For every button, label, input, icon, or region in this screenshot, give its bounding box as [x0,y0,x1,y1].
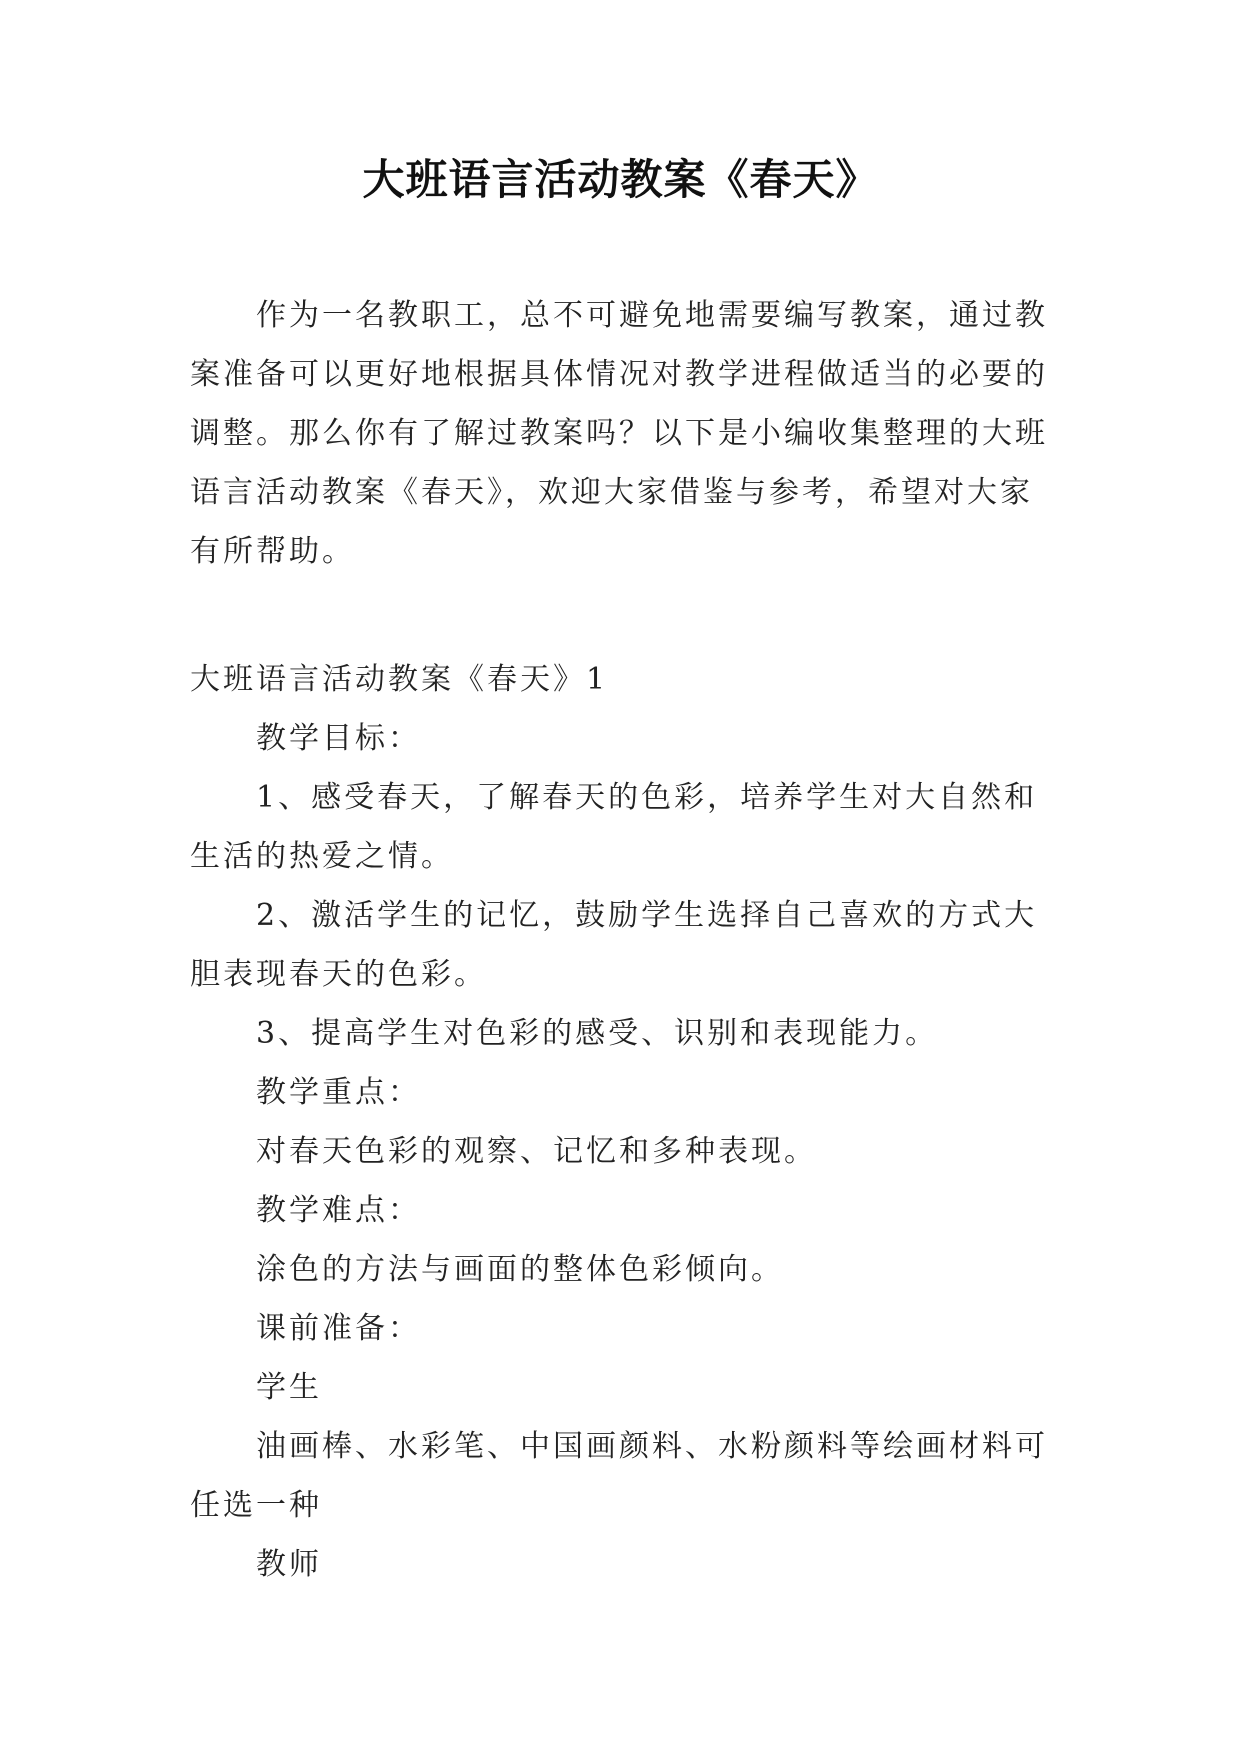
key-point-text: 对春天色彩的观察、记忆和多种表现。 [256,1134,817,1169]
student-materials: 油画棒、水彩笔、中国画颜料、水粉颜料等绘画材料可任选一种 [190,1429,1048,1523]
goal-item-2: 2、激活学生的记忆，鼓励学生选择自己喜欢的方式大胆表现春天的色彩。 [190,898,1038,992]
goal-label: 教学目标： [256,721,421,756]
difficulty-label: 教学难点： [256,1193,421,1228]
difficulty-text: 涂色的方法与画面的整体色彩倾向。 [256,1252,784,1287]
intro-paragraph: 作为一名教职工，总不可避免地需要编写教案，通过教案准备可以更好地根据具体情况对教学进程做适当的必要的调整。那么你有了解过教案吗？以下是小编收集整理的大班语言活动教案《春天》，欢迎大家借鉴与参考，希望对大家有所帮助。 [190,298,1048,569]
document-body [190,286,1050,1594]
section-heading: 大班语言活动教案《春天》1 [190,662,609,697]
preparation-label: 课前准备： [256,1311,421,1346]
goal-item-3: 3、提高学生对色彩的感受、识别和表现能力。 [256,1016,939,1051]
key-point-label: 教学重点： [256,1075,421,1110]
student-label: 学生 [256,1370,322,1405]
document-title: 大班语言活动教案《春天》 [362,155,879,204]
lesson-plan-section [190,650,1050,1594]
goal-item-1: 1、感受春天，了解春天的色彩，培养学生对大自然和生活的热爱之情。 [190,780,1038,874]
teacher-label: 教师 [256,1547,322,1582]
